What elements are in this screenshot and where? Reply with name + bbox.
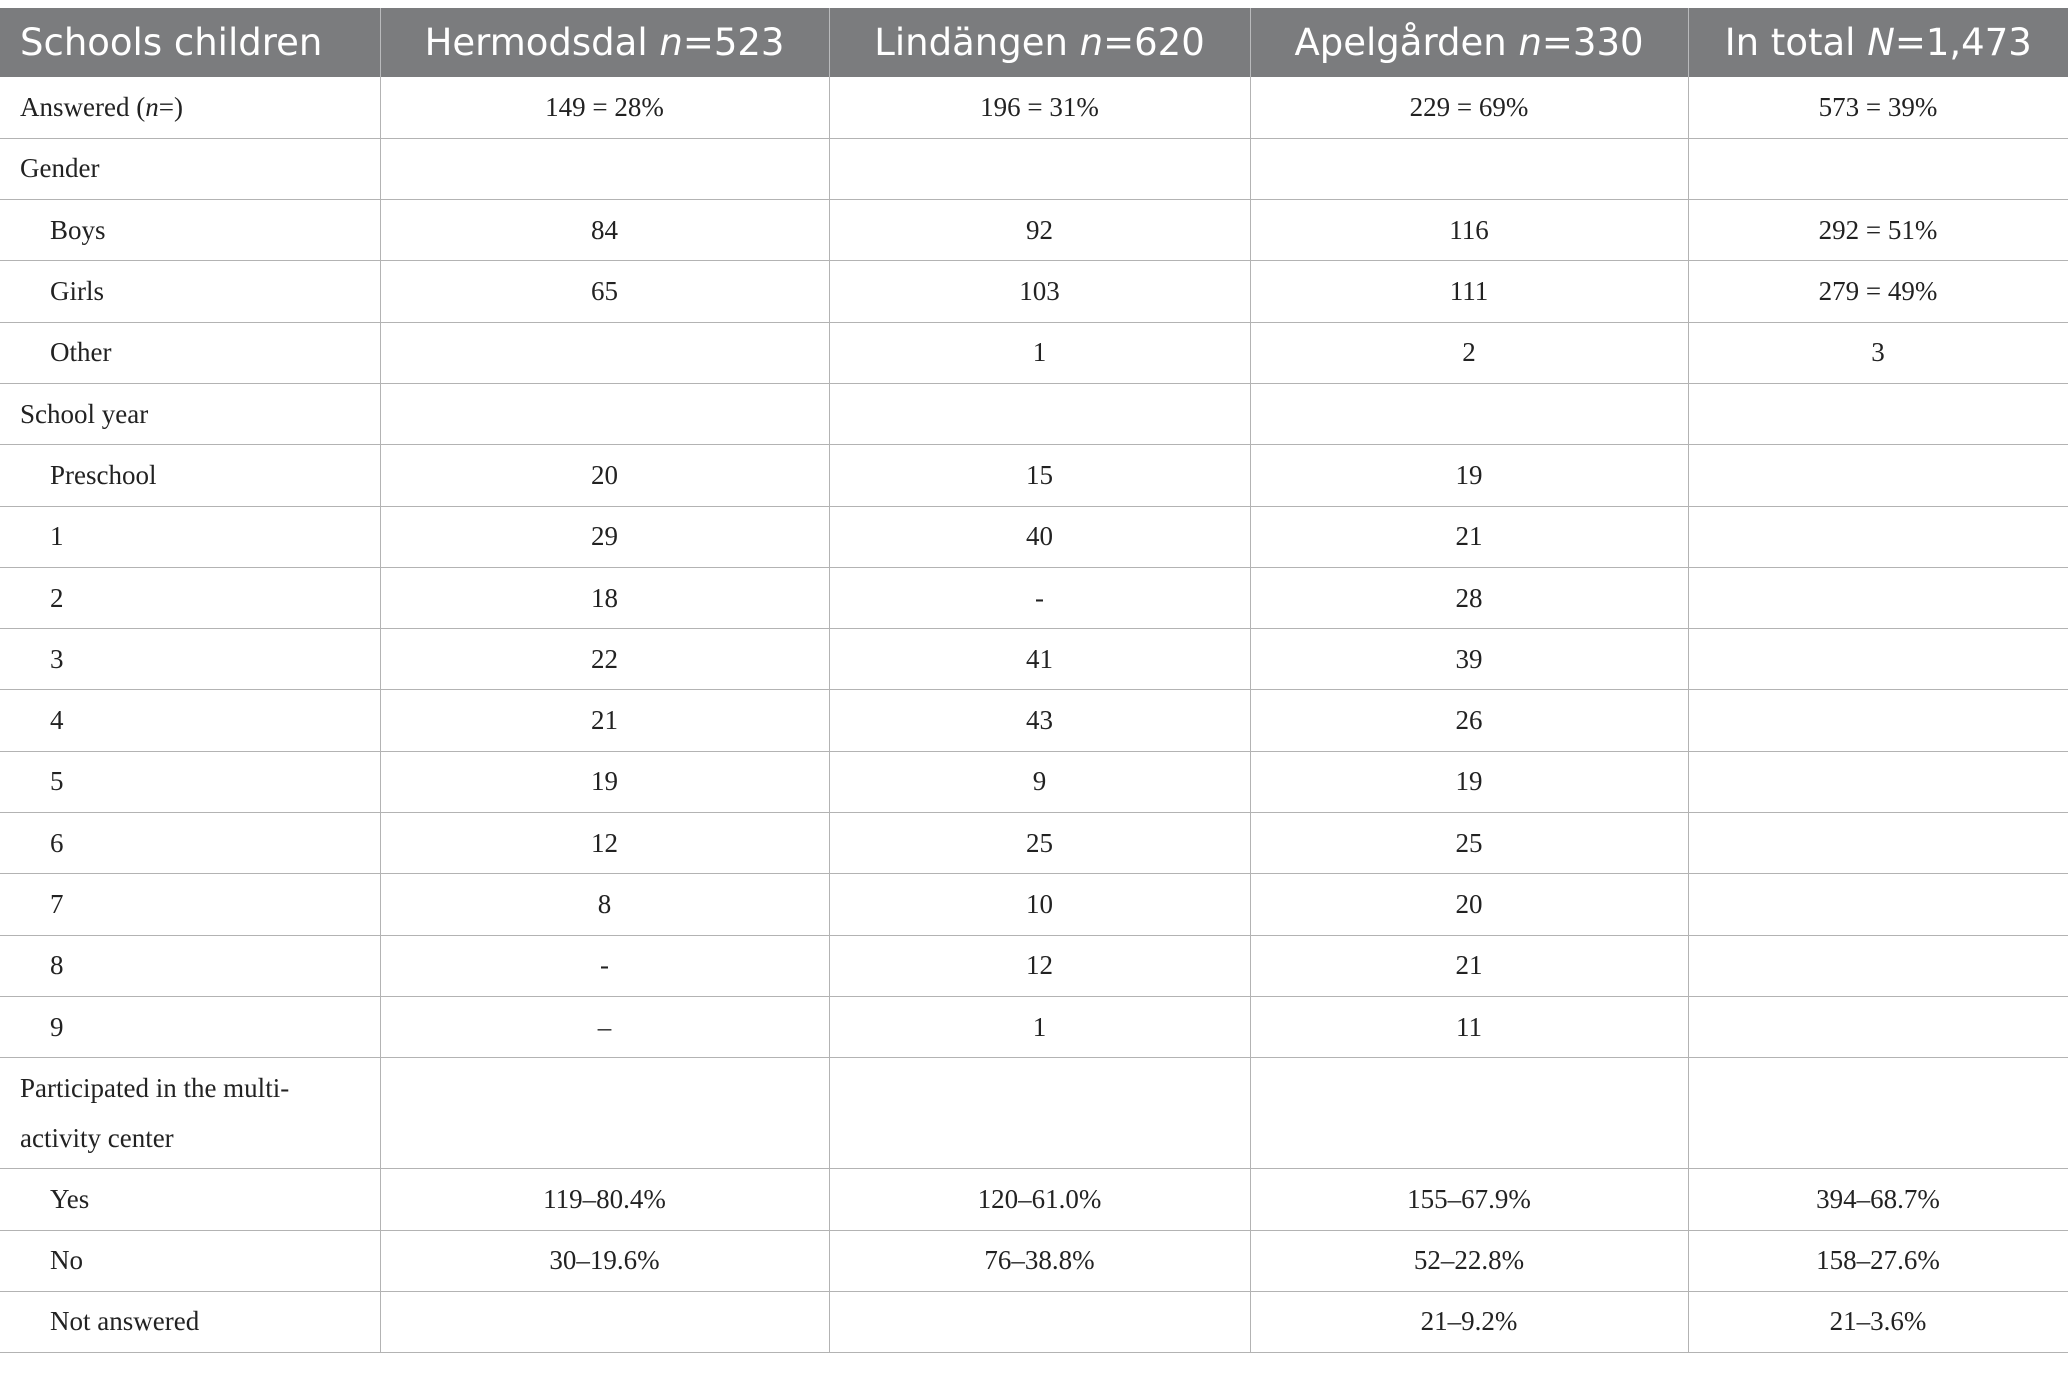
table-cell: 84 [380, 200, 829, 261]
table-cell: 65 [380, 261, 829, 322]
table-cell [380, 138, 829, 199]
table-cell: 21 [1250, 506, 1688, 567]
table-cell [1250, 1058, 1688, 1169]
table-row-year-1 [0, 506, 2068, 567]
header-row [0, 8, 2068, 77]
table-cell [829, 1058, 1250, 1169]
table-cell [829, 138, 1250, 199]
table-cell [380, 383, 829, 444]
table-cell: 1 [829, 996, 1250, 1057]
table-cell: – [380, 996, 829, 1057]
table-row-year-7 [0, 874, 2068, 935]
header-schools-children: Schools children [0, 8, 380, 77]
table-cell: 19 [380, 751, 829, 812]
table-cell: 394–68.7% [1688, 1169, 2068, 1230]
table-cell [1688, 813, 2068, 874]
table-cell: 43 [829, 690, 1250, 751]
row-label: Girls [0, 261, 380, 322]
table-cell: - [380, 935, 829, 996]
row-label: Other [0, 322, 380, 383]
header-apelgarden: Apelgården n=330 [1250, 8, 1688, 77]
table-cell [829, 383, 1250, 444]
table-cell: - [829, 567, 1250, 628]
table-row-preschool [0, 445, 2068, 506]
table-cell [1250, 383, 1688, 444]
table-cell [1688, 445, 2068, 506]
table-cell: 29 [380, 506, 829, 567]
table-cell: 292 = 51% [1688, 200, 2068, 261]
table-cell: 120–61.0% [829, 1169, 1250, 1230]
header-lindangen: Lindängen n=620 [829, 8, 1250, 77]
table-cell: 158–27.6% [1688, 1230, 2068, 1291]
header-in-total: In total N=1,473 [1688, 8, 2068, 77]
row-label: No [0, 1230, 380, 1291]
table-cell: 21–3.6% [1688, 1291, 2068, 1352]
table-cell: 25 [1250, 813, 1688, 874]
table-cell [1688, 935, 2068, 996]
table-cell: 103 [829, 261, 1250, 322]
row-label: Boys [0, 200, 380, 261]
table-cell: 10 [829, 874, 1250, 935]
data-table [0, 8, 2068, 1353]
table-cell: 39 [1250, 629, 1688, 690]
row-label: 6 [0, 813, 380, 874]
table-cell: 119–80.4% [380, 1169, 829, 1230]
table-cell [1688, 629, 2068, 690]
table-cell: 20 [1250, 874, 1688, 935]
table-cell: 28 [1250, 567, 1688, 628]
row-label: Not answered [0, 1291, 380, 1352]
table-cell: 30–19.6% [380, 1230, 829, 1291]
table-cell: 155–67.9% [1250, 1169, 1688, 1230]
table-cell [1688, 383, 2068, 444]
table-cell [1688, 567, 2068, 628]
table-cell: 1 [829, 322, 1250, 383]
table-cell: 2 [1250, 322, 1688, 383]
table-cell [1688, 1058, 2068, 1169]
table-cell [1688, 506, 2068, 567]
table-row-no [0, 1230, 2068, 1291]
row-label: Preschool [0, 445, 380, 506]
table-row-girls [0, 261, 2068, 322]
table-cell: 20 [380, 445, 829, 506]
table-cell: 149 = 28% [380, 77, 829, 138]
table-cell: 19 [1250, 445, 1688, 506]
table-cell [1250, 138, 1688, 199]
table-row-year-3 [0, 629, 2068, 690]
table-cell: 18 [380, 567, 829, 628]
table-cell: 19 [1250, 751, 1688, 812]
table-cell: 279 = 49% [1688, 261, 2068, 322]
table-cell: 573 = 39% [1688, 77, 2068, 138]
table-cell: 9 [829, 751, 1250, 812]
table-cell: 3 [1688, 322, 2068, 383]
row-label: Gender [0, 138, 380, 199]
table-cell [1688, 874, 2068, 935]
table-row-gender [0, 138, 2068, 199]
table-cell [1688, 751, 2068, 812]
table-cell: 8 [380, 874, 829, 935]
table-row-year-5 [0, 751, 2068, 812]
row-label: 5 [0, 751, 380, 812]
table-row-year-4 [0, 690, 2068, 751]
row-label: 2 [0, 567, 380, 628]
table-row-year-9 [0, 996, 2068, 1057]
row-label: 1 [0, 506, 380, 567]
table-cell: 40 [829, 506, 1250, 567]
table-cell: 76–38.8% [829, 1230, 1250, 1291]
table-cell: 116 [1250, 200, 1688, 261]
table-cell [1688, 690, 2068, 751]
table-cell [829, 1291, 1250, 1352]
table-cell: 229 = 69% [1250, 77, 1688, 138]
row-label: School year [0, 383, 380, 444]
table-cell [1688, 138, 2068, 199]
table-cell [380, 322, 829, 383]
table-cell: 52–22.8% [1250, 1230, 1688, 1291]
row-label: Answered (n=) [0, 77, 380, 138]
table-cell: 196 = 31% [829, 77, 1250, 138]
row-label: 9 [0, 996, 380, 1057]
table-cell: 25 [829, 813, 1250, 874]
table-cell: 21 [380, 690, 829, 751]
table-cell: 21–9.2% [1250, 1291, 1688, 1352]
row-label: Participated in the multi-activity center [0, 1058, 380, 1169]
table-row-yes [0, 1169, 2068, 1230]
header-hermodsdal: Hermodsdal n=523 [380, 8, 829, 77]
row-label: 8 [0, 935, 380, 996]
table-cell: 15 [829, 445, 1250, 506]
table-cell: 21 [1250, 935, 1688, 996]
table-cell: 111 [1250, 261, 1688, 322]
table-row-year-6 [0, 813, 2068, 874]
table-cell [380, 1291, 829, 1352]
table-cell [380, 1058, 829, 1169]
table-row-boys [0, 200, 2068, 261]
table-cell: 22 [380, 629, 829, 690]
row-label: 7 [0, 874, 380, 935]
table-row-other [0, 322, 2068, 383]
row-label: 3 [0, 629, 380, 690]
table-cell: 92 [829, 200, 1250, 261]
row-label: Yes [0, 1169, 380, 1230]
table-row-participated [0, 1058, 2068, 1169]
table-cell: 12 [829, 935, 1250, 996]
table-row-answered [0, 77, 2068, 138]
row-label: 4 [0, 690, 380, 751]
table-row-school-year [0, 383, 2068, 444]
table-row-year-8 [0, 935, 2068, 996]
table-cell: 12 [380, 813, 829, 874]
table-cell: 11 [1250, 996, 1688, 1057]
table-cell: 26 [1250, 690, 1688, 751]
table-row-not-answered [0, 1291, 2068, 1352]
table-cell [1688, 996, 2068, 1057]
table-cell: 41 [829, 629, 1250, 690]
table-row-year-2 [0, 567, 2068, 628]
